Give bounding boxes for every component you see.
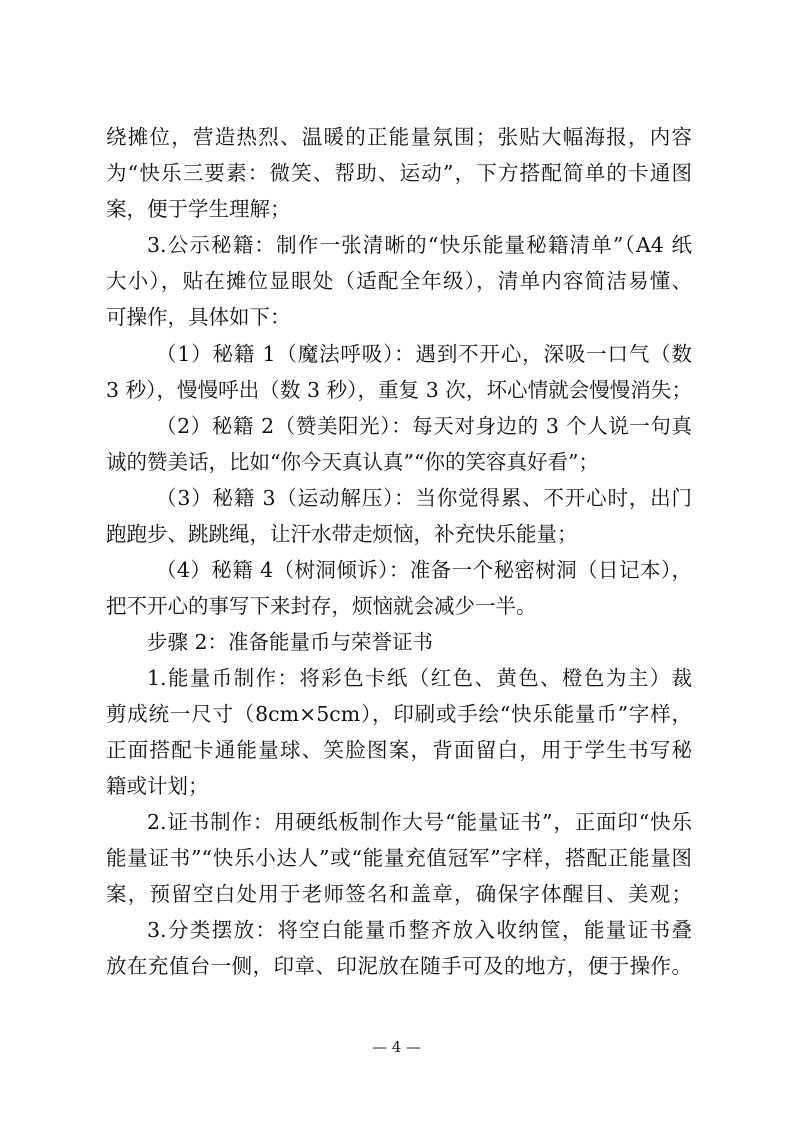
text-line: 可操作，具体如下： xyxy=(106,305,291,329)
text-line: 3 秒），慢慢呼出（数 3 秒），重复 3 次，坏心情就会慢慢消失； xyxy=(106,378,692,402)
page-number: — 4 — xyxy=(371,1038,422,1056)
text-line: 剪成统一尺寸（8cm×5cm），印刷或手绘“快乐能量币”字样， xyxy=(106,702,692,726)
text-line: 1.能量币制作：将彩色卡纸（红色、黄色、橙色为主）裁 xyxy=(147,666,692,690)
section-heading: 步骤 2：准备能量币与荣誉证书 xyxy=(147,630,434,654)
text-line: 案，便于学生理解； xyxy=(106,197,291,221)
text-line: 诚的赞美话，比如“你今天真认真”“你的笑容真好看”； xyxy=(106,450,599,474)
text-line: （1）秘籍 1（魔法呼吸）：遇到不开心，深吸一口气（数 xyxy=(156,342,692,366)
text-line: 绕摊位，营造热烈、温暖的正能量氛围；张贴大幅海报，内容 xyxy=(106,125,692,149)
text-line: 为“快乐三要素：微笑、帮助、运动”，下方搭配简单的卡通图 xyxy=(106,161,692,185)
text-line: 正面搭配卡通能量球、笑脸图案，背面留白，用于学生书写秘 xyxy=(106,738,692,762)
text-line: （2）秘籍 2（赞美阳光）：每天对身边的 3 个人说一句真 xyxy=(156,414,692,438)
text-line: 3.公示秘籍：制作一张清晰的“快乐能量秘籍清单”（A4 纸 xyxy=(147,233,692,257)
text-line: （3）秘籍 3（运动解压）：当你觉得累、不开心时，出门 xyxy=(156,486,692,510)
text-line: 案，预留空白处用于老师签名和盖章，确保字体醒目、美观； xyxy=(106,882,692,906)
text-line: 跑跑步、跳跳绳，让汗水带走烦恼，补充快乐能量； xyxy=(106,522,578,546)
text-line: 放在充值台一侧，印章、印泥放在随手可及的地方，便于操作。 xyxy=(106,954,692,978)
text-line: （4）秘籍 4（树洞倾诉）：准备一个秘密树洞（日记本）， xyxy=(156,558,692,582)
text-line: 能量证书”“快乐小达人”或“能量充值冠军”字样，搭配正能量图 xyxy=(106,846,692,870)
text-line: 大小），贴在摊位显眼处（适配全年级），清单内容简洁易懂、 xyxy=(106,269,692,293)
text-line: 3.分类摆放：将空白能量币整齐放入收纳筐，能量证书叠 xyxy=(147,918,692,942)
text-line: 2.证书制作：用硬纸板制作大号“能量证书”，正面印“快乐 xyxy=(147,810,692,834)
text-line: 籍或计划； xyxy=(106,774,209,798)
text-line: 把不开心的事写下来封存，烦恼就会减少一半。 xyxy=(106,594,537,618)
